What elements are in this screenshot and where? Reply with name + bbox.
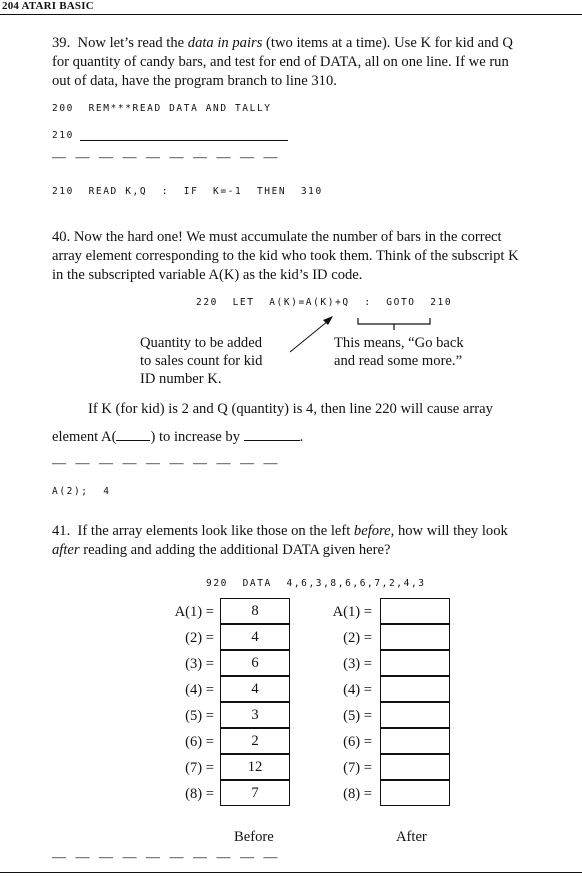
before-cell-8: 7 [220, 780, 290, 806]
q39-code-line-200: 200 REM***READ DATA AND TALLY [52, 103, 272, 114]
q40-note-left-1: Quantity to be added [140, 335, 262, 351]
after-cell-3[interactable] [380, 650, 450, 676]
before-cell-6: 2 [220, 728, 290, 754]
after-label-a5: (5) = [343, 708, 372, 724]
q40-line3: in the subscripted variable A(K) as the kid’s ID code. [52, 267, 363, 283]
q40-answer: A(2); 4 [52, 486, 111, 497]
before-label-a1: A(1) = [174, 604, 214, 620]
before-cell-3: 6 [220, 650, 290, 676]
q40-note-right-1: This means, “Go back [334, 335, 464, 351]
before-label-a7: (7) = [185, 760, 214, 776]
q40-line2: array element corresponding to the kid who took them. Think of the subscript K [52, 248, 519, 264]
q40-question-part-a: element A( [52, 429, 117, 445]
after-label-a8: (8) = [343, 786, 372, 802]
after-cell-2[interactable] [380, 624, 450, 650]
q40-question-line2 [52, 428, 303, 447]
after-cell-7[interactable] [380, 754, 450, 780]
q40-question-part-b: ) to increase by [150, 429, 240, 445]
before-label-a8: (8) = [185, 786, 214, 802]
q39-line2: for quantity of candy bars, and test for end of DATA, all on one line. If we run [52, 54, 509, 70]
q40-blank-amount[interactable] [244, 428, 300, 441]
q41-dash-separator: — — — — — — — — — — [52, 850, 281, 865]
after-label-a7: (7) = [343, 760, 372, 776]
after-label-a1: A(1) = [332, 604, 372, 620]
q40-blank-element[interactable] [116, 428, 150, 441]
before-cell-5: 3 [220, 702, 290, 728]
before-column-label: Before [234, 829, 274, 845]
before-label-a4: (4) = [185, 682, 214, 698]
q40-note-left-2: to sales count for kid [140, 353, 263, 369]
before-cell-7: 12 [220, 754, 290, 780]
q40-arrow-icon [290, 316, 333, 352]
q40-bracket-icon [358, 318, 430, 330]
q41-line1: 41. If the array elements look like those on the left before, how will they look [52, 523, 508, 539]
q40-note-right-2: and read some more.” [334, 353, 463, 369]
after-cell-1[interactable] [380, 598, 450, 624]
after-label-a4: (4) = [343, 682, 372, 698]
before-label-a5: (5) = [185, 708, 214, 724]
footer-rule [0, 872, 582, 873]
q40-code-line-220: 220 LET A(K)=A(K)+Q : GOTO 210 [196, 297, 453, 308]
q40-question-line1: If K (for kid) is 2 and Q (quantity) is 4, then line 220 will cause array [88, 401, 493, 417]
q40-line1: 40. Now the hard one! We must accumulate the number of bars in the correct [52, 229, 502, 245]
q39-line1: 39. Now let’s read the data in pairs (two items at a time). Use K for kid and Q [52, 35, 513, 51]
after-cell-5[interactable] [380, 702, 450, 728]
after-cell-6[interactable] [380, 728, 450, 754]
before-cell-1: 8 [220, 598, 290, 624]
after-label-a3: (3) = [343, 656, 372, 672]
q40-dash-separator: — — — — — — — — — — [52, 456, 281, 471]
q39-answer: 210 READ K,Q : IF K=-1 THEN 310 [52, 186, 323, 197]
q40-note-left-3: ID number K. [140, 371, 222, 387]
q41-code-line-920: 920 DATA 4,6,3,8,6,6,7,2,4,3 [206, 578, 426, 589]
q40-question-part-c: . [299, 429, 304, 445]
after-cell-8[interactable] [380, 780, 450, 806]
q41-line2: after reading and adding the additional DATA given here? [52, 542, 391, 558]
q39-code-line-210: 210 [52, 130, 74, 141]
after-label-a6: (6) = [343, 734, 372, 750]
before-cell-4: 4 [220, 676, 290, 702]
q39-dash-separator: — — — — — — — — — — [52, 150, 281, 165]
before-label-a6: (6) = [185, 734, 214, 750]
q39-line3: out of data, have the program branch to line 310. [52, 73, 337, 89]
after-column-label: After [396, 829, 427, 845]
before-label-a2: (2) = [185, 630, 214, 646]
before-cell-2: 4 [220, 624, 290, 650]
running-header: 204 ATARI BASIC [2, 0, 94, 12]
before-label-a3: (3) = [185, 656, 214, 672]
after-cell-4[interactable] [380, 676, 450, 702]
after-label-a2: (2) = [343, 630, 372, 646]
